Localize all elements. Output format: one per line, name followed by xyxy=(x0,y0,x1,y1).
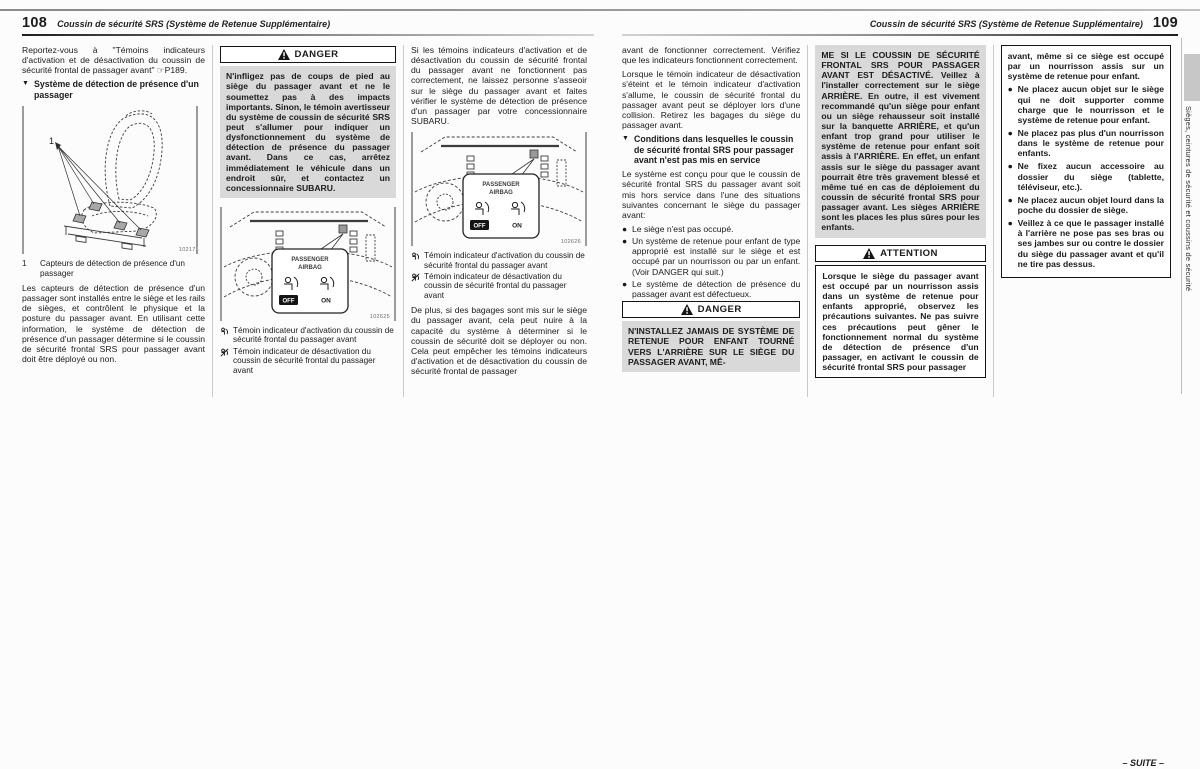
dashboard-indicator-figure xyxy=(411,130,587,248)
continuation-footer xyxy=(1122,758,1164,769)
section-heading xyxy=(22,79,205,100)
bullet-icon: ● xyxy=(622,236,628,247)
page-number: 109 xyxy=(1152,15,1178,31)
seat-sensor-figure xyxy=(22,104,205,256)
page-108-header xyxy=(22,15,594,31)
list-item-text: Ne placez pas plus d'un nourrisson dans le système de retenue pour enfants. xyxy=(1017,127,1164,159)
legend-item xyxy=(220,347,396,375)
danger-title: DANGER xyxy=(294,49,339,60)
figure-code: 102626 xyxy=(560,238,581,245)
bullet-icon: ● xyxy=(622,223,628,234)
danger-box xyxy=(622,301,800,372)
list-item-text: Ne fixez aucun accessoire au dossier du siège (tablette, téléviseur, etc.). xyxy=(1017,161,1164,192)
legend-item xyxy=(220,326,396,345)
callout-number: 1 xyxy=(49,136,55,147)
list-item xyxy=(1008,218,1164,269)
page-number: 108 xyxy=(22,15,48,31)
paragraph: Le système est conçu pour que le coussin de sécurité frontal SRS du passager avant soit mis hors service dans l'une des situations suivantes concernant le siège du passager avant: xyxy=(622,169,801,220)
list-item-text: Veillez à ce que le passager installé à l'arrière ne pose pas ses bras ou ses jambes sur ou contre le dossier du siège du passager avant et qu'il ne tire pas dessus. xyxy=(1017,218,1164,269)
attention-continuation xyxy=(1001,45,1171,278)
list-item-text: Un système de retenue pour enfant de type approprié est installé sur le siège et est occupé par un nourrisson ou par un enfant. (Voir DANGER qui suit.) xyxy=(632,236,801,277)
warning-icon xyxy=(278,49,290,60)
figure-legend xyxy=(411,251,587,300)
header-rule xyxy=(622,34,1178,36)
legend-text: Témoin indicateur de désactivation du coussin de sécurité frontal du passager avant xyxy=(424,271,567,300)
figure-code: 102171 xyxy=(178,246,199,253)
list-item-text: Ne placez aucun objet sur le siège qui ne doit supporter comme charge que le nourrisson et le système de retenue pour enfant. xyxy=(1017,84,1164,125)
section-marker-icon: ▼ xyxy=(22,80,29,88)
page-ref: P189. xyxy=(164,65,188,76)
danger-header xyxy=(622,301,800,318)
paragraph: Les capteurs de détection de présence d'un passager sont installés entre le siège et les rails de sièges, et contrôlent le physique et la posture du passager avant. En utilisant cette information, le système de détection de présence d'un passager détermine si le coussin de sécurité frontal SRS pour passager avant doit être déployé ou non. xyxy=(22,283,205,364)
page-109-column-2 xyxy=(807,45,992,397)
figure-legend xyxy=(220,326,396,375)
danger-header xyxy=(220,46,396,63)
danger-body: N'infligez pas de coups de pied au siège du passager avant et ne le soumettez pas à des impacts importants. Sinon, le témoin avertisseur du système de coussin de sécurité SRS peut s'allumer pour indiquer un dysfonctionnement du système de détection de présence du passager avant. Dans ce cas, arrêtez immédiatement le véhicule dans un endroit sûr, et contactez un concessionnaire SUBARU. xyxy=(220,66,396,198)
bullet-icon: ● xyxy=(1007,194,1013,205)
bullet-icon: ● xyxy=(1007,84,1013,95)
attention-title: ATTENTION xyxy=(880,247,938,259)
warning-icon xyxy=(681,304,693,315)
paragraph: Lorsque le témoin indicateur de désactivation s'éteint et le témoin indicateur d'activation s'allume, le coussin de sécurité frontal du passager avant peut se déployer lors d'une collision. Retirez les bagages du siège du passager avant. xyxy=(622,69,801,130)
caption-number: 1 xyxy=(22,259,27,269)
airbag-activation-indicator-icon xyxy=(220,326,230,345)
danger-body: N'INSTALLEZ JAMAIS DE SYSTÈME DE RETENUE POUR ENFANT TOURNÉ VERS L'ARRIÈRE SUR LE SIÈGE DU PASSAGER AVANT, MÊ- xyxy=(622,321,800,372)
page-109-header xyxy=(622,15,1178,31)
page-109-column-1 xyxy=(622,45,807,397)
dashboard-indicator-figure xyxy=(220,205,396,323)
legend-item xyxy=(411,272,587,300)
dashboard-illustration xyxy=(411,130,587,248)
figure-label-airbag: AIRBAG xyxy=(489,190,513,197)
airbag-activation-indicator-icon xyxy=(411,251,421,270)
scan-top-edge xyxy=(0,9,1200,11)
section-marker-icon: ▼ xyxy=(622,135,629,143)
chapter-sidebar xyxy=(1181,0,1200,402)
indicator-location-marker xyxy=(530,150,538,158)
bullet-icon: ● xyxy=(1007,127,1013,138)
page-108 xyxy=(22,15,594,397)
page-108-column-2 xyxy=(212,45,403,397)
page-108-column-1 xyxy=(22,45,212,397)
figure-label-off: OFF xyxy=(473,223,486,230)
paragraph xyxy=(22,45,205,75)
indicator-location-marker xyxy=(339,225,347,233)
list-item xyxy=(1008,84,1164,125)
danger-title: DANGER xyxy=(697,303,742,315)
suite-label: – SUITE – xyxy=(1122,758,1164,769)
figure-label-passenger: PASSENGER xyxy=(482,182,520,189)
legend-text: Témoin indicateur de désactivation du coussin de sécurité frontal du passager avant xyxy=(233,346,376,375)
attention-header xyxy=(815,245,985,262)
legend-item xyxy=(411,251,587,270)
list-item xyxy=(622,236,800,277)
paragraph: Si les témoins indicateurs d'activation et de désactivation du coussin de sécurité frontal du passager avant ne fonctionnent pas correctement, ne laissez personne s'asseoir sur le siège du passager avant et faites vérifier le système de détection de présence d'un passager par votre concessionnaire SUBARU. xyxy=(411,45,587,126)
sidebar-divider xyxy=(1181,38,1182,394)
list-item xyxy=(1008,195,1164,215)
attention-box xyxy=(815,245,985,379)
header-rule xyxy=(22,34,594,36)
list-item xyxy=(622,279,800,299)
page-109-column-3 xyxy=(993,45,1178,769)
list-item xyxy=(1008,161,1164,191)
figure-label-on: ON xyxy=(512,222,522,230)
figure-label-on: ON xyxy=(321,297,331,305)
danger-box xyxy=(220,46,396,198)
caption-text: Capteurs de détection de présence d'un passager xyxy=(40,259,185,278)
legend-text: Témoin indicateur d'activation du coussin de sécurité frontal du passager avant xyxy=(424,251,585,270)
figure-label-passenger: PASSENGER xyxy=(291,257,329,263)
chapter-tab-label: Sièges, ceintures de sécurité et coussins de sécurité xyxy=(1184,106,1193,292)
list-item xyxy=(622,224,800,234)
chapter-title: Coussin de sécurité SRS (Système de Retenue Supplémentaire) xyxy=(869,19,1143,29)
list-item-text: Le système de détection de présence du passager avant est défectueux. xyxy=(632,278,801,299)
dashboard-illustration xyxy=(220,205,396,323)
warning-icon xyxy=(863,248,875,259)
chapter-title: Coussin de sécurité SRS (Système de Retenue Supplémentaire) xyxy=(57,19,331,29)
bullet-icon: ● xyxy=(622,278,628,289)
page-108-column-3 xyxy=(403,45,594,397)
seat-illustration xyxy=(22,104,198,256)
figure-label-off: OFF xyxy=(282,298,295,305)
figure-label-airbag: AIRBAG xyxy=(298,265,322,271)
bullet-icon: ● xyxy=(1007,218,1013,229)
list-item-text: Le siège n'est pas occupé. xyxy=(632,223,734,234)
paragraph: avant de fonctionner correctement. Vérifiez que les indicateurs fonctionnent correctement. xyxy=(622,45,801,66)
page-109 xyxy=(622,15,1178,769)
list-item-text: Ne placez aucun objet lourd dans la poche du dossier de siège. xyxy=(1017,194,1164,215)
chapter-tab-marker xyxy=(1184,54,1200,101)
list-item xyxy=(1008,128,1164,158)
airbag-deactivation-indicator-icon xyxy=(220,347,230,375)
figure-code: 102625 xyxy=(369,313,390,320)
attention-continuation-text: avant, même si ce siège est occupé par un nourrisson assis sur un système de retenue pour enfant. xyxy=(1007,51,1164,82)
paragraph: De plus, si des bagages sont mis sur le siège du passager avant, cela peut nuire à la capacité du système à déterminer si le coussin de sécurité doit se déployer ou non. Cela peut empêcher les témoins indicateurs d'activation et de désactivation du coussin de sécurité frontal de passager xyxy=(411,305,587,377)
figure-caption xyxy=(22,259,205,278)
danger-continuation: ME SI LE COUSSIN DE SÉCURITÉ FRONTAL SRS POUR PASSAGER AVANT EST DÉSACTIVÉ. Veillez à l'installer correctement sur le siège ARRIÈRE. En outre, il est vivement recommandé qu'un siège pour enfant ou un siège rehausseur soit installé sur la banquette ARRIÈRE, et qu'un enfant trop grand pour utiliser le système de retenue pour enfant soit assis à l'ARRIÈRE. En effet, un enfant assis sur le siège du passager avant pourrait être très gravement blessé et même tué en cas de déploiement du coussin de sécurité frontal SRS pour passager avant. Les sièges ARRIÈRE sont les places les plus sûres pour les enfants. xyxy=(815,45,985,238)
section-heading-text: Conditions dans lesquelles le coussin de sécurité frontal SRS pour passager avant n'est pas mis en service xyxy=(634,134,794,165)
paragraph-text: Reportez-vous à "Témoins indicateurs d'activation et de désactivation du coussin de sécurité frontal de passager avant" xyxy=(22,45,205,76)
attention-body: Lorsque le siège du passager avant est occupé par un nourrisson assis dans un système de retenue pour enfants approprié, observez les précautions suivantes. Ne pas suivre ces précautions peut gêner le fonctionnement normal du système de détection de présence d'un passager, en activant le coussin de sécurité frontal SRS pour passager xyxy=(815,265,985,378)
bullet-icon: ● xyxy=(1007,161,1013,172)
section-heading-text: Système de détection de présence d'un passager xyxy=(34,79,199,100)
section-heading xyxy=(622,134,800,165)
page-ref-icon: ☞ xyxy=(156,65,165,76)
airbag-deactivation-indicator-icon xyxy=(411,272,421,300)
legend-text: Témoin indicateur d'activation du coussin de sécurité frontal du passager avant xyxy=(233,326,394,345)
